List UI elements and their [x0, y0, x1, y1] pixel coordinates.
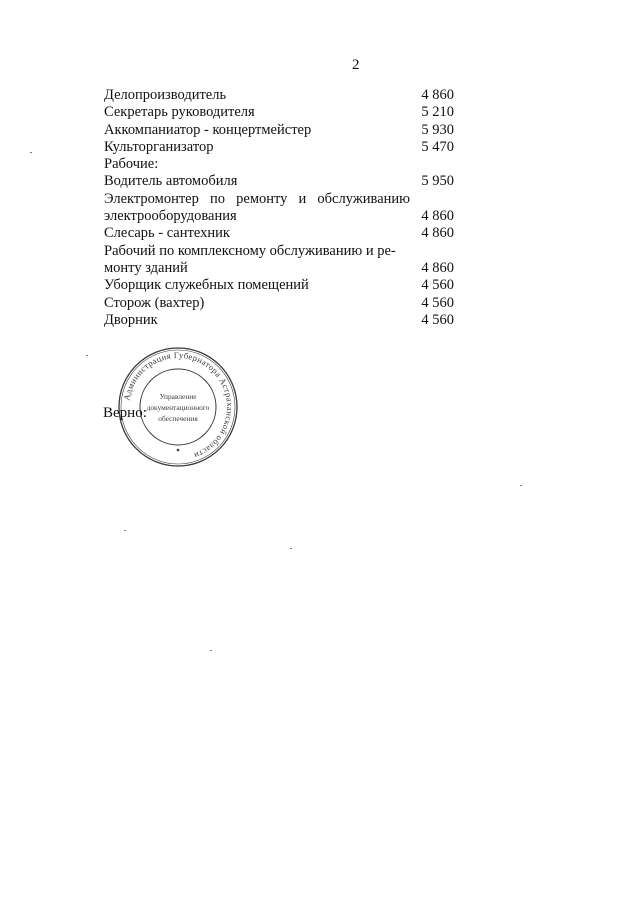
- salary-value: 4 860: [421, 259, 454, 276]
- page-number: 2: [352, 57, 360, 73]
- position-name: Делопроизводитель: [104, 87, 227, 103]
- position-name: Слесарь - сантехник: [104, 225, 230, 242]
- list-item-line-1: [104, 243, 454, 260]
- list-item: [104, 208, 454, 225]
- salary-value: 4 560: [421, 277, 454, 294]
- position-name: Секретарь руководителя: [104, 104, 255, 121]
- salary-value: 4 560: [421, 311, 454, 328]
- salary-value: 4 860: [421, 208, 454, 225]
- list-item: [104, 260, 454, 277]
- scan-speck: [520, 485, 522, 486]
- position-name: Водитель автомобиля: [104, 173, 238, 190]
- scan-speck: [210, 650, 212, 651]
- scan-speck: [290, 548, 292, 549]
- list-item: [104, 277, 454, 294]
- salary-value: 4 560: [421, 294, 454, 311]
- salary-value: 5 210: [421, 104, 454, 121]
- list-item-line-1: [104, 191, 454, 208]
- scan-speck: [124, 530, 126, 531]
- seal-center-line: обеспечения: [158, 414, 198, 423]
- list-item: [104, 225, 454, 242]
- position-name: Уборщик служебных помещений: [104, 277, 309, 294]
- position-name: Дворник: [104, 311, 158, 328]
- position-name: Рабочий по комплексному обслуживанию и ре-: [104, 242, 396, 259]
- scan-speck: [86, 355, 88, 356]
- position-name: электрооборудования: [104, 208, 237, 225]
- seal-center-line: Управление: [159, 392, 197, 401]
- seal-center-line: документационного: [146, 403, 210, 412]
- section-heading-label: Рабочие:: [104, 156, 159, 173]
- scan-speck: [30, 152, 32, 153]
- salary-value: 4 860: [421, 87, 454, 103]
- certification-mark: Верно:: [103, 405, 147, 421]
- salary-value: 5 950: [421, 173, 454, 190]
- salary-value: 5 930: [421, 121, 454, 138]
- salary-list: [104, 87, 454, 329]
- position-name: Аккомпаниатор - концертмейстер: [104, 121, 312, 138]
- position-name: Культорганизатор: [104, 138, 214, 155]
- section-heading: [104, 156, 454, 173]
- position-name: монту зданий: [104, 259, 188, 276]
- list-item: [104, 295, 454, 312]
- list-item: [104, 122, 454, 139]
- list-item: [104, 87, 454, 104]
- list-item: [104, 104, 454, 121]
- list-item: [104, 312, 454, 329]
- seal-ring-text: Администрация Губернатора Астраханской области: [121, 349, 236, 462]
- salary-value: 5 470: [421, 138, 454, 155]
- salary-value: 4 860: [421, 225, 454, 242]
- position-name: Сторож (вахтер): [104, 294, 205, 311]
- list-item: [104, 173, 454, 190]
- list-item: [104, 139, 454, 156]
- seal-dot: [177, 449, 180, 452]
- position-name: Электромонтер по ремонту и обслуживанию: [104, 190, 410, 207]
